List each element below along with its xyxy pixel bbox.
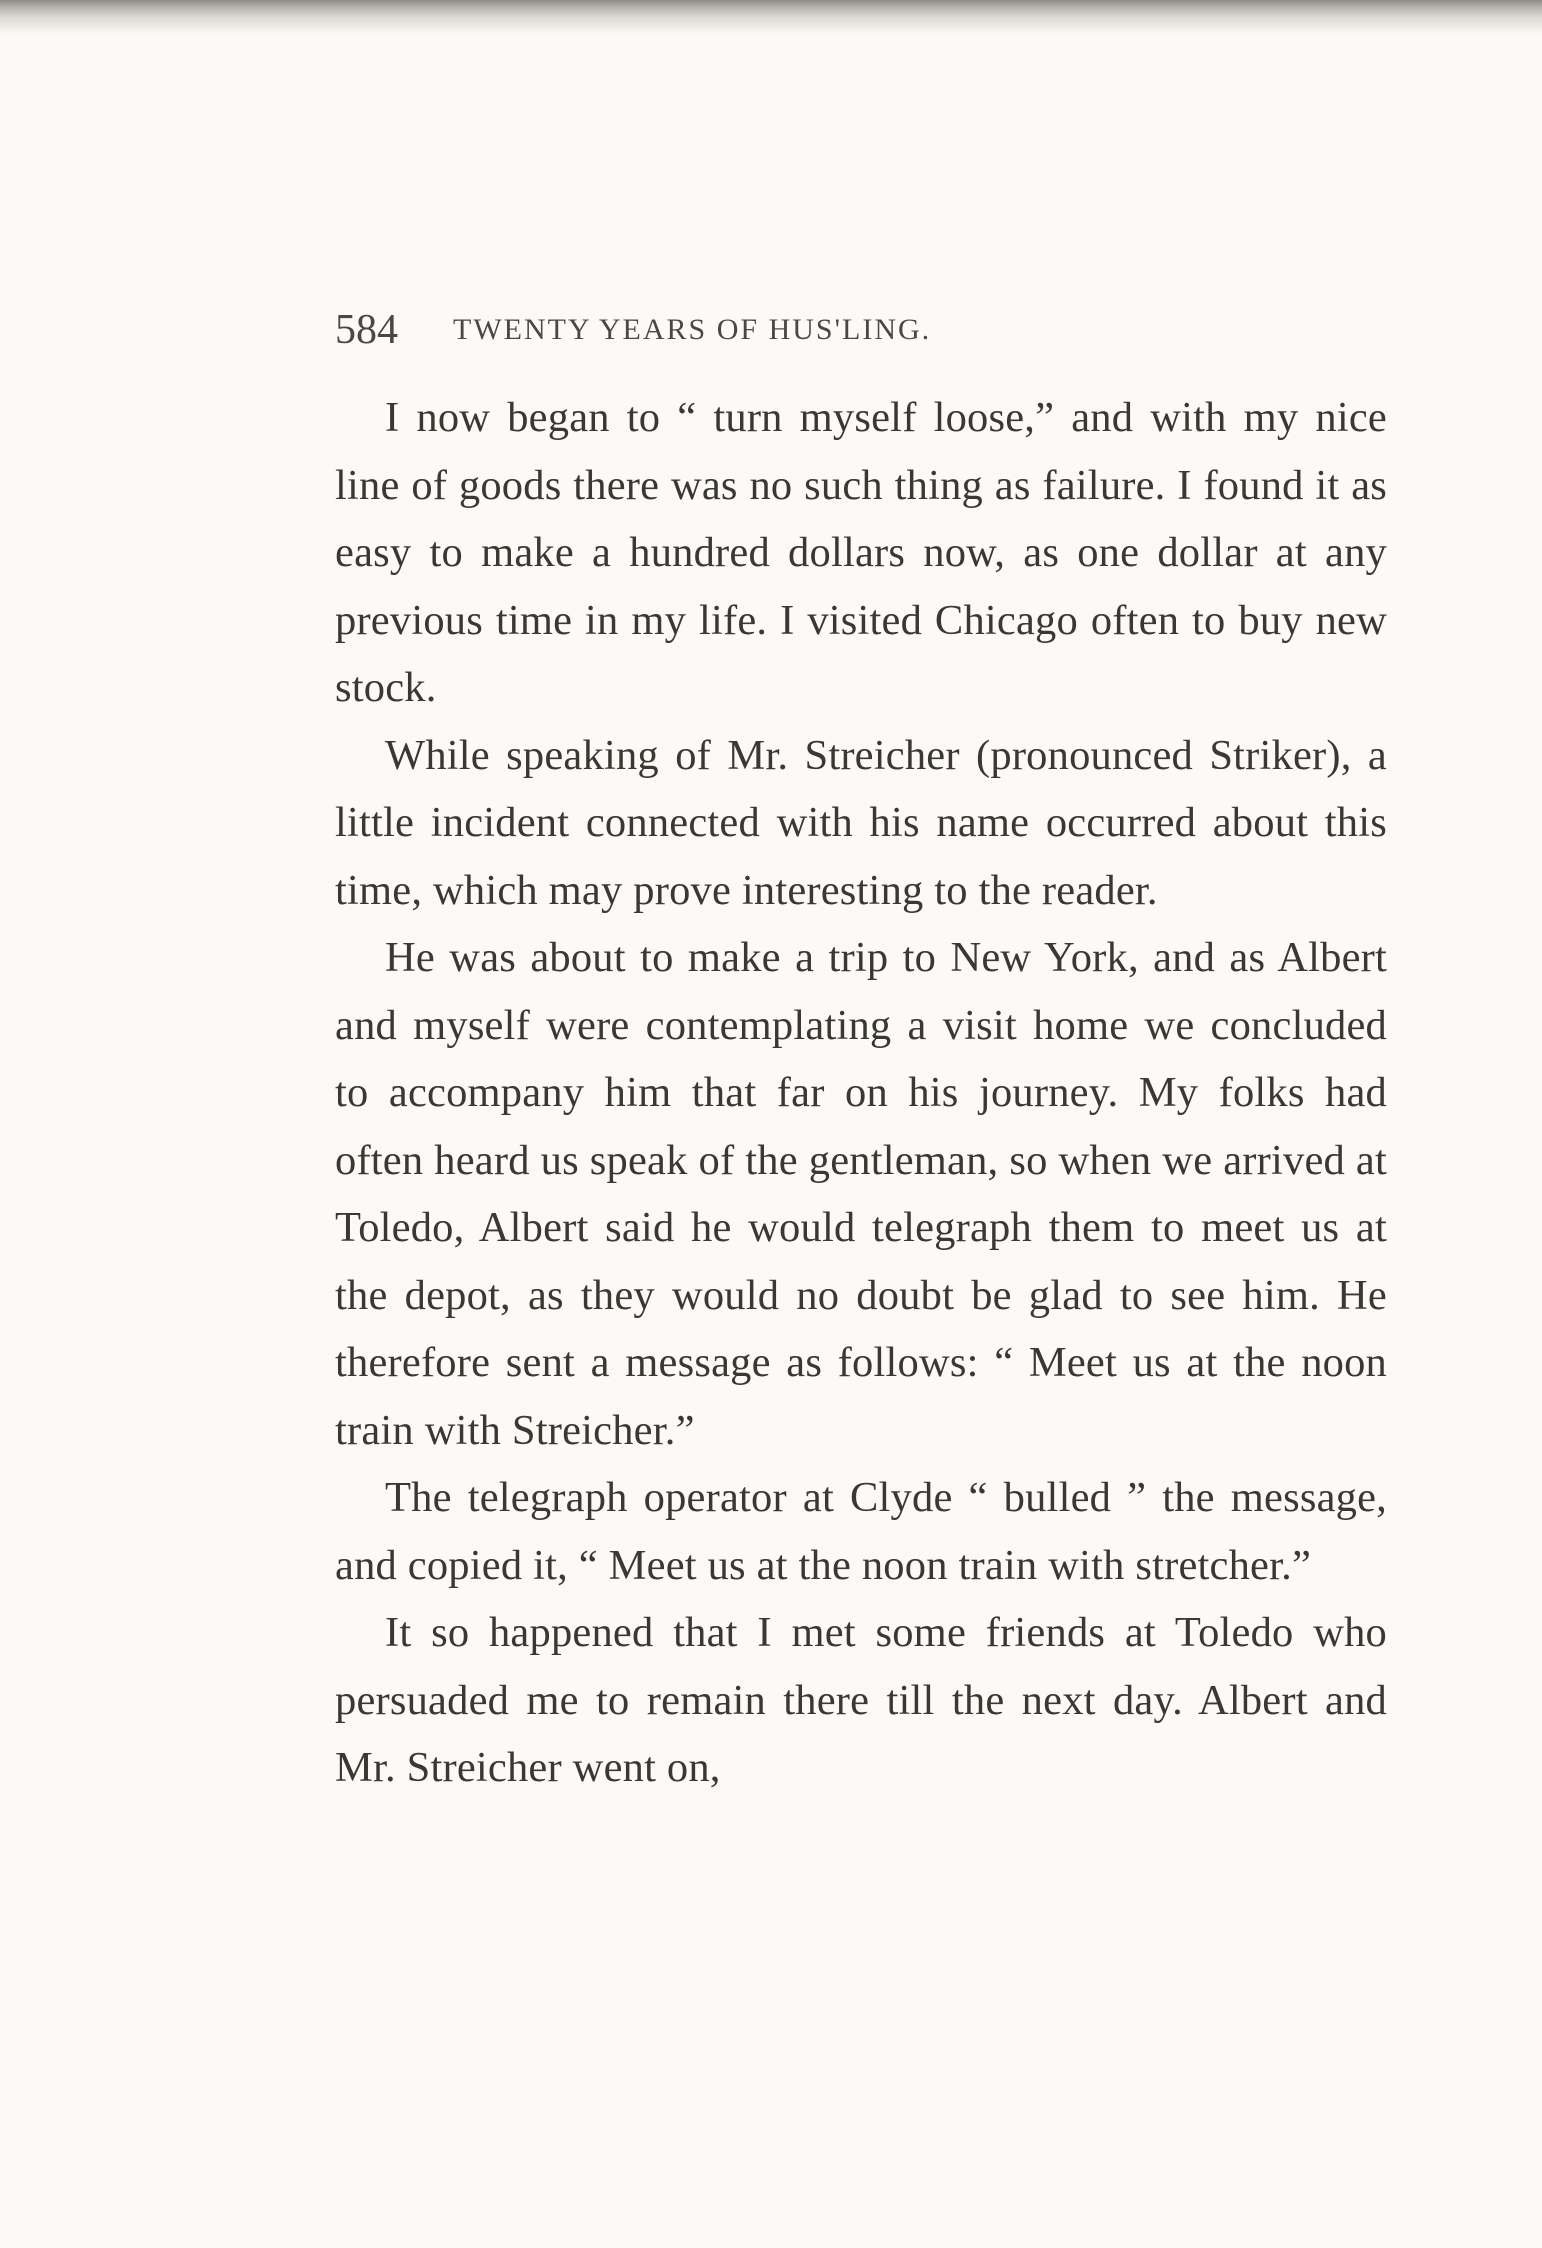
running-head	[335, 300, 1387, 360]
page-number: 584	[335, 307, 398, 353]
page-top-edge	[0, 0, 1542, 34]
book-page	[335, 300, 1387, 1802]
running-title: TWENTY YEARS OF HUS'LING.	[453, 313, 932, 346]
body-text	[335, 384, 1387, 1802]
paragraph-2: While speaking of Mr. Streicher (pronounced Striker), a little incident connected with his name occurred about this time, which may prove interesting to the reader.	[335, 731, 1387, 914]
paragraph-4: The telegraph operator at Clyde “ bulled ” the message, and copied it, “ Meet us at the noon train with stretcher.”	[335, 1474, 1387, 1589]
paragraph-1: I now began to “ turn myself loose,” and with my nice line of goods there was no such thing as failure. I found it as easy to make a hundred dollars now, as one dollar at any previous time in my life. I visited Chicago often to buy new stock.	[335, 394, 1387, 711]
paragraph-5: It so happened that I met some friends at Toledo who persuaded me to remain there till the next day. Albert and Mr. Streicher went on,	[335, 1609, 1387, 1791]
paragraph-3: He was about to make a trip to New York, and as Albert and myself were contemplating a visit home we concluded to accompany him that far on his journey. My folks had often heard us speak of the gentleman, so when we arrived at Toledo, Albert said he would telegraph them to meet us at the depot, as they would no doubt be glad to see him. He therefore sent a message as follows: “ Meet us at the noon train with Streicher.”	[335, 934, 1387, 1454]
